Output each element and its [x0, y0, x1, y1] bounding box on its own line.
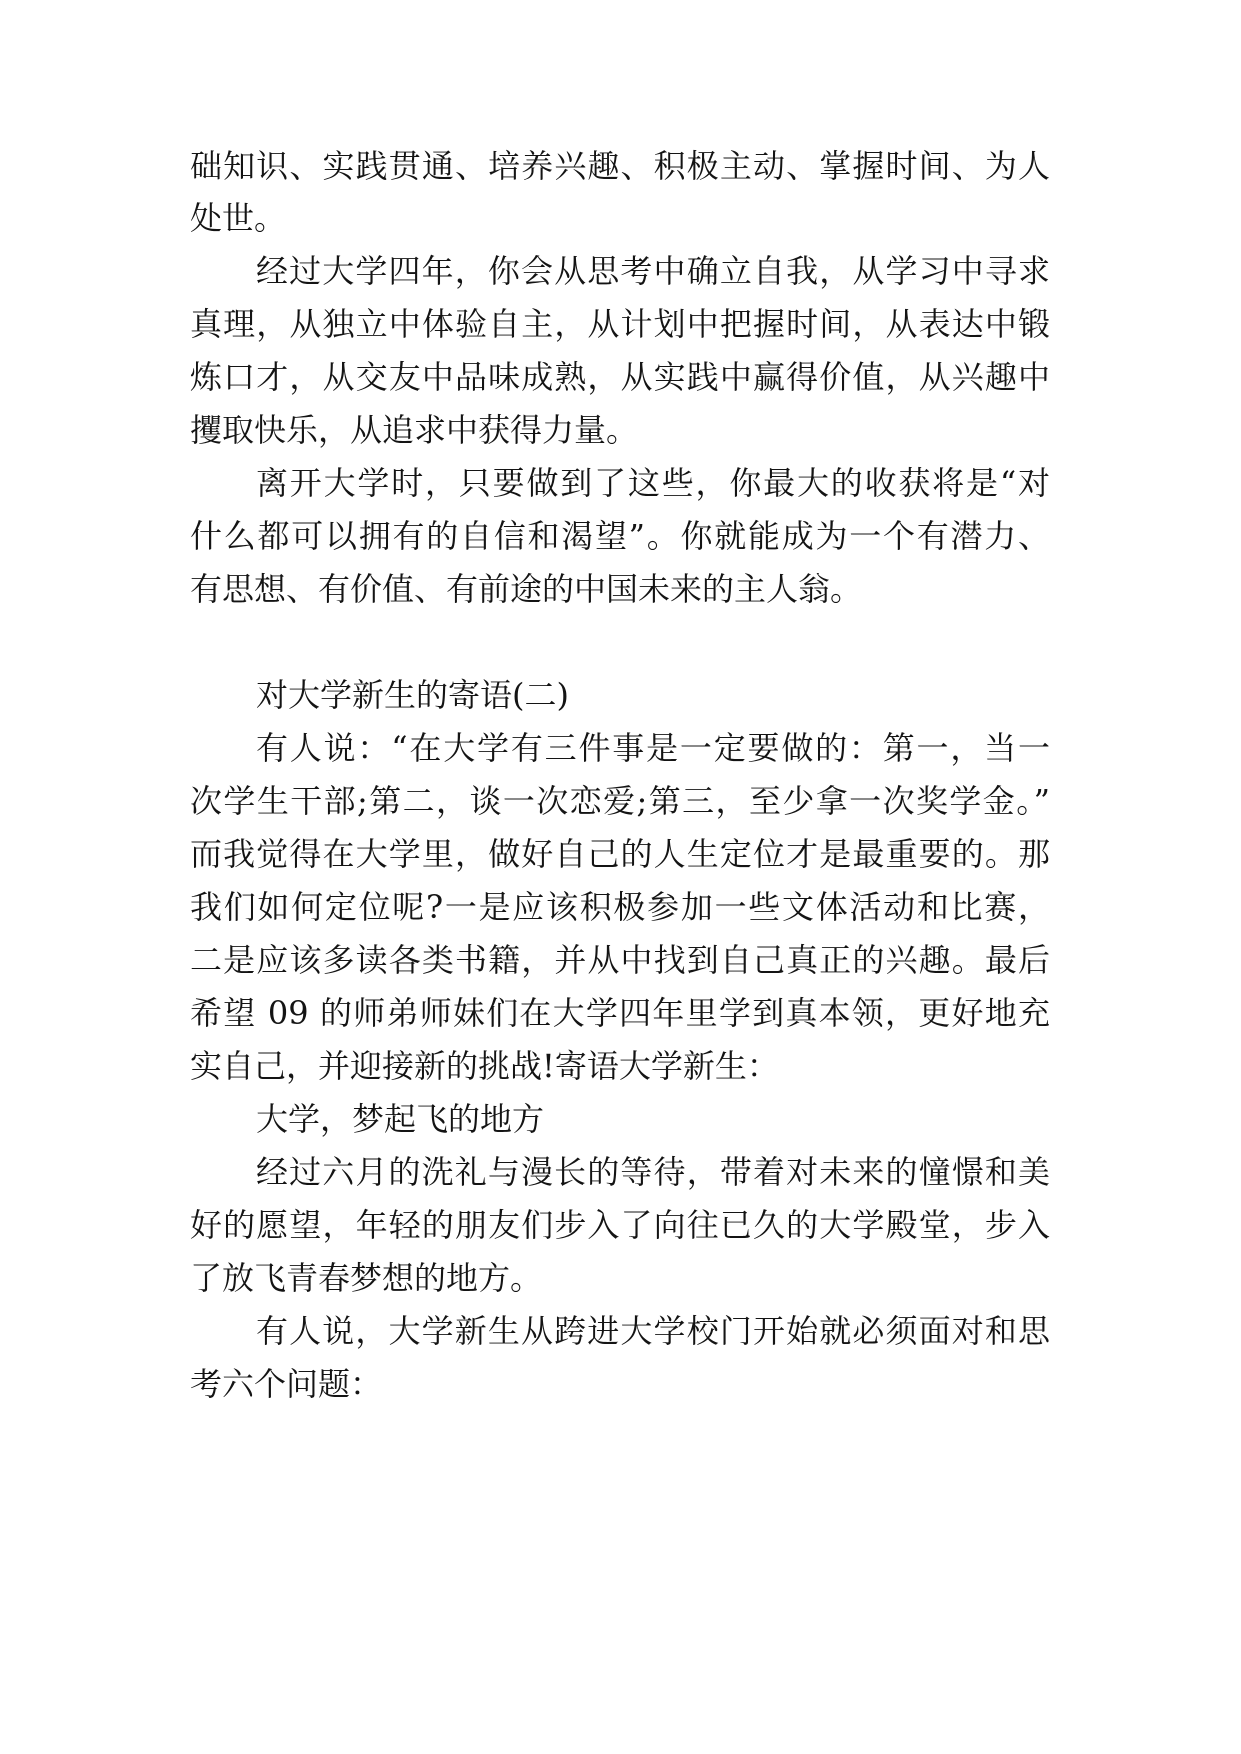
text-line: 了放飞青春梦想的地方。 — [190, 1259, 543, 1297]
text-line: 有人说，大学新生从跨进大学校门开始就必须面对和思 — [256, 1312, 1050, 1350]
subheading: 大学，梦起飞的地方 — [256, 1100, 545, 1138]
text-line: 离开大学时，只要做到了这些，你最大的收获将是“对 — [256, 464, 1050, 502]
text-line: 我们如何定位呢?一是应该积极参加一些文体活动和比赛， — [190, 888, 1050, 926]
text-line: 实自己，并迎接新的挑战!寄语大学新生： — [190, 1047, 779, 1085]
text-line: 次学生干部;第二，谈一次恋爱;第三，至少拿一次奖学金。” — [190, 782, 1050, 820]
text-line: 有人说：“在大学有三件事是一定要做的：第一，当一 — [256, 729, 1050, 767]
text-line: 炼口才，从交友中品味成熟，从实践中赢得价值，从兴趣中 — [190, 358, 1050, 396]
text-line: 有思想、有价值、有前途的中国未来的主人翁。 — [190, 570, 863, 608]
text-line: 经过六月的洗礼与漫长的等待，带着对未来的憧憬和美 — [256, 1153, 1050, 1191]
text-line: 处世。 — [190, 199, 287, 237]
text-line: 希望 09 的师弟师妹们在大学四年里学到真本领，更好地充 — [190, 994, 1050, 1032]
text-line: 二是应该多读各类书籍，并从中找到自己真正的兴趣。最后 — [190, 941, 1050, 979]
text-line: 而我觉得在大学里，做好自己的人生定位才是最重要的。那 — [190, 835, 1050, 873]
text-line: 真理，从独立中体验自主，从计划中把握时间，从表达中锻 — [190, 305, 1050, 343]
text-line: 攫取快乐，从追求中获得力量。 — [190, 411, 639, 449]
text-line: 好的愿望，年轻的朋友们步入了向往已久的大学殿堂，步入 — [190, 1206, 1050, 1244]
text-line: 考六个问题： — [190, 1365, 383, 1403]
text-line: 经过大学四年，你会从思考中确立自我，从学习中寻求 — [256, 252, 1050, 290]
section-heading: 对大学新生的寄语(二) — [256, 676, 569, 714]
text-line: 础知识、实践贯通、培养兴趣、积极主动、掌握时间、为人 — [190, 147, 1050, 185]
text-line: 什么都可以拥有的自信和渴望”。你就能成为一个有潜力、 — [190, 517, 1050, 555]
